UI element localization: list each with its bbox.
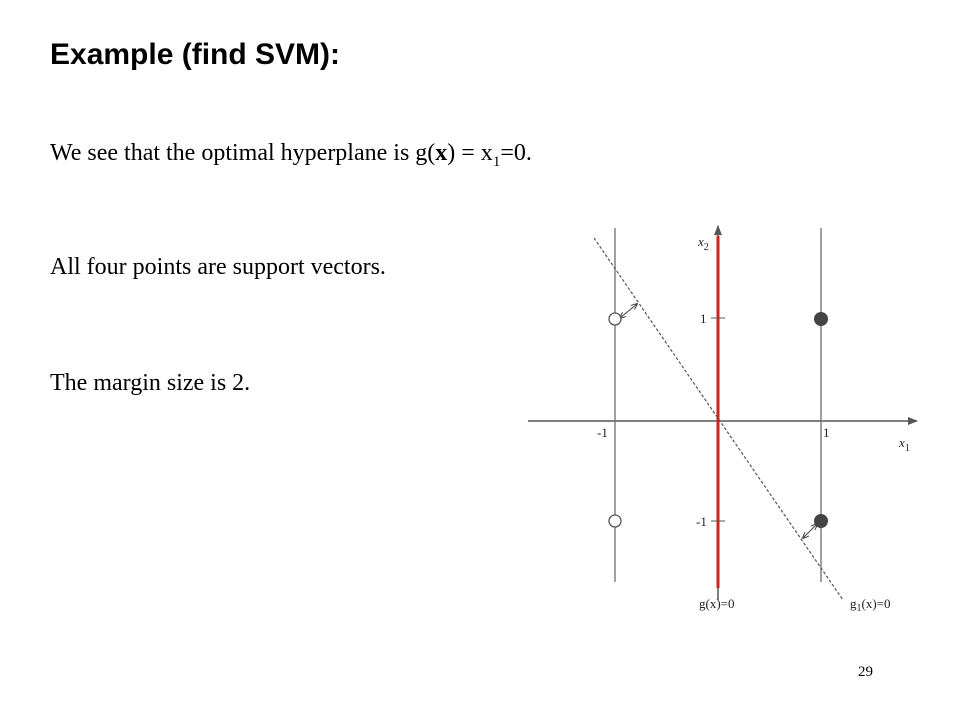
text-suffix: =0. [500,140,532,166]
text-bold-x: x [435,140,448,166]
text-prefix: We see that the optimal hyperplane is g( [50,140,436,166]
tick-x-neg-label: -1 [597,425,608,440]
page-number: 29 [858,664,873,680]
point-pos-top [814,312,828,326]
margin-size-text: The margin size is 2. [50,370,251,396]
hyperplane-label: g(x)=0 [699,596,735,611]
slide-title: Example (find SVM): [50,38,341,71]
point-neg-bottom [609,515,621,527]
text-mid: ) = x [447,140,493,166]
tick-x-pos-label: 1 [823,425,830,440]
margin-arrow-top [620,304,637,318]
x2-axis-label: $x_2$ [698,234,709,253]
boundary-g1-label: $g_1(x)=0$ [850,596,891,614]
point-pos-bottom [814,514,828,528]
support-vectors-text: All four points are support vectors. [50,254,386,280]
tick-y-neg-label: -1 [696,514,707,529]
x1-axis-label: $x_1$ [899,435,910,454]
margin-arrow-bottom [803,524,817,538]
tick-y-pos-label: 1 [700,311,707,326]
point-neg-top [609,313,621,325]
text-subscript: 1 [492,153,501,170]
